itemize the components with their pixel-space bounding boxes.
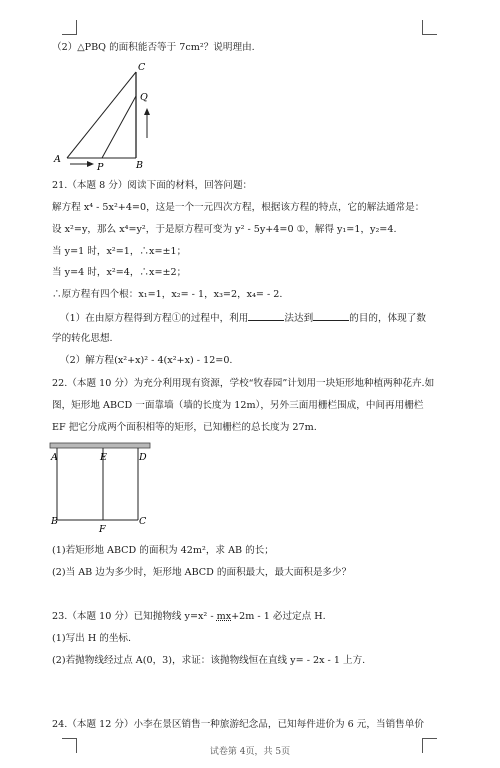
- q21-part1-b: 法达到: [284, 313, 314, 324]
- label-C: C: [138, 62, 146, 73]
- q22-line1: 22.（本题 10 分）为充分利用现有资源，学校“牧春园”计划用一块矩形地种植两种花卉.如: [52, 378, 435, 389]
- q23-line1: [52, 610, 450, 624]
- q23-part2: (2)若抛物线经过点 A(0，3)，求证：该抛物线恒在直线 y= - 2x - 1 上方.: [52, 655, 366, 666]
- q22-line3: EF 把它分成两个面积相等的矩形，已知栅栏的总长度为 27m.: [52, 422, 317, 433]
- q23-line1-a: 23.（本题 10 分）已知抛物线 y=x² -: [52, 611, 217, 622]
- q21-part1-c: 的目的，体现了数: [349, 313, 426, 324]
- label-P: P: [97, 162, 104, 173]
- label-F: F: [99, 524, 106, 535]
- label-B: B: [136, 160, 143, 171]
- label-D: D: [139, 452, 147, 463]
- q22-part2: (2)当 AB 边为多少时，矩形地 ABCD 的面积最大，最大面积是多少？: [52, 567, 352, 578]
- q21-line4: 当 y=4 时，x²=4，∴x=±2；: [52, 267, 187, 278]
- label-Q: Q: [140, 92, 148, 103]
- q21-line1: 解方程 x⁴ - 5x²+4=0，这是一个一元四次方程，根据该方程的特点，它的解法通常是：: [52, 202, 425, 213]
- label-E: E: [100, 452, 107, 463]
- q23-part1: (1)写出 H 的坐标.: [52, 633, 132, 644]
- q23-line1-b: mx: [216, 611, 232, 622]
- q24-line1: 24.（本题 12 分）小李在景区销售一种旅游纪念品，已知每件进价为 6 元，当销售单价: [52, 719, 424, 730]
- q22-line2: 图，矩形地 ABCD 一面靠墙（墙的长度为 12m），另外三面用栅栏围成，中间再用栅栏: [52, 400, 424, 411]
- q22-part1: (1)若矩形地 ABCD 的面积为 42m²，求 AB 的长；: [52, 545, 274, 556]
- page-footer: 试卷第 4页，共 5页: [209, 747, 291, 757]
- answer-blank-1[interactable]: [248, 310, 284, 321]
- crop-mark-top-left: [62, 20, 77, 35]
- q21-line2: 设 x²=y，那么 x⁴=y²，于是原方程可变为 y² - 5y+4=0 ①，解得 y₁=1，y₂=4.: [52, 224, 397, 235]
- q21-line5: ∴原方程有四个根：x₁=1，x₂= - 1，x₃=2，x₄= - 2.: [52, 289, 283, 300]
- q21-part2: （2）解方程(x²+x)² - 4(x²+x) - 12=0.: [60, 355, 233, 366]
- label-A: A: [51, 452, 58, 463]
- q21-part2-header: （2）△PBQ 的面积能否等于 7cm²？说明理由.: [52, 42, 255, 53]
- q21-part1: [60, 310, 450, 326]
- label-C: C: [139, 516, 147, 527]
- q21-line7: 学的转化思想.: [52, 333, 113, 344]
- label-B: B: [51, 516, 58, 527]
- q21-title: 21.（本题 8 分）阅读下面的材料，回答问题：: [52, 180, 253, 191]
- answer-blank-2[interactable]: [313, 310, 349, 321]
- q23-line1-c: +2m - 1 必过定点 H.: [231, 611, 326, 622]
- q21-line3: 当 y=1 时，x²=1，∴x=±1；: [52, 246, 187, 257]
- crop-mark-top-right: [422, 20, 437, 35]
- rectangle-garden-figure: [48, 440, 158, 536]
- label-A: A: [54, 154, 61, 165]
- q21-part1-a: （1）在由原方程得到方程①的过程中，利用: [60, 313, 249, 324]
- triangle-figure: [50, 58, 170, 174]
